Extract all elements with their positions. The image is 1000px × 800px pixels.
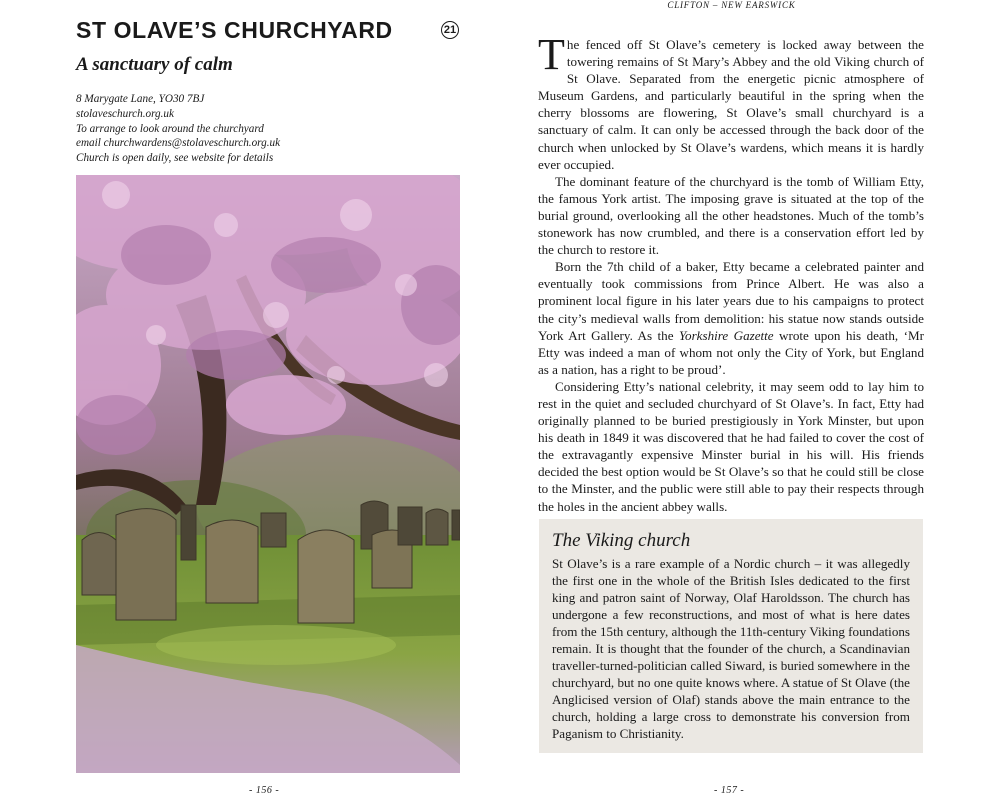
page-number-right: - 157 - (714, 785, 745, 796)
paragraph-4: Considering Etty’s national celebrity, it may seem odd to lay him to rest in the quiet and secluded churchyard of St Olave’s. In fact, Etty had originally planned to be buried prestigiously in York Minster, but upon his death in 1849 it was discovered that he had failed to cover the cost of the extravagantly expensive Minster burial in his will. His friends decided the best option would be St Olave’s so that he could still be close to the Minster, and the public were still able to pay their respects through the holes in the ancient abbey walls. (538, 378, 924, 514)
website-line[interactable]: stolaveschurch.org.uk (76, 107, 174, 120)
running-head: CLIFTON – NEW EARSWICK (667, 0, 796, 10)
newspaper-title: Yorkshire Gazette (678, 327, 774, 343)
paragraph-3-part2: wrote upon his death, ‘Mr Etty was indeed a man of whom not only the City of York, but England as a nation, has a right to be proud’. (538, 327, 924, 377)
entry-number-badge: 21 (441, 21, 459, 39)
paragraph-1-text: he fenced off St Olave’s cemetery is locked away between the towering remains of St Mary’s Abbey and the old Viking church of St Olave. Separated from the energetic picnic atmosphere of Museum Gardens, and particularly beautiful in the spring when the cherry blossoms are flowering, St Olave’s small churchyard is a sanctuary of calm. It can only be accessed through the back door of the church when unlocked by St Olave’s wardens, which means it is hardly ever occupied. (538, 37, 924, 172)
email-line[interactable]: email churchwardens@stolaveschurch.org.uk (76, 137, 281, 150)
sidebar-text: St Olave’s is a rare example of a Nordic church – it was allegedly the first one in the whole of the British Isles dedicated to the first king and patron saint of Norway, Olaf Haroldsson. The church has undergone a few reconstructions, and most of what is here dates from the 15th century, although the 11th-century Viking foundations remain. It is thought that the founder of the church, a Scandinavian traveller-turned-politician called Siward, is buried somewhere in the churchyard, but no one quite knows where. A statue of St Olave (the Anglicised version of Olaf) stands above the main entrance to the church, holding a large cross to demonstrate his conversion from Paganism to Christianity. (552, 556, 911, 741)
paragraph-3-part1: Born the 7th child of a baker, Etty became a celebrated painter and eventually took commissions from Prince Albert. He was also a prominent local figure in his later years due to his campaigns to protect the city’s medieval walls from demolition: his statue now stands outside York Art Gallery. As the (538, 259, 924, 343)
page-subtitle: A sanctuary of calm (76, 54, 233, 75)
main-article (538, 30, 924, 515)
opening-hours-line: Church is open daily, see website for details (76, 152, 274, 165)
drop-cap: T (538, 30, 565, 79)
page-title: ST OLAVE’S CHURCHYARD (76, 17, 393, 43)
sidebar-heading: The Viking church (552, 530, 691, 551)
page-number-left: - 156 - (249, 785, 280, 796)
paragraph-3 (538, 258, 924, 378)
paragraph-1 (538, 30, 924, 173)
address-line: 8 Marygate Lane, YO30 7BJ (76, 93, 205, 105)
churchyard-photo (76, 175, 460, 773)
venue-info (76, 92, 280, 166)
sidebar-box (539, 519, 923, 753)
paragraph-2: The dominant feature of the churchyard is the tomb of William Etty, the famous York artist. The imposing grave is situated at the top of the burial ground, overlooking all the other headstones. Much of the tomb’s stonework has now crumbled, and there is a conservation effort led by the church to restore it. (538, 173, 924, 258)
visit-note-line: To arrange to look around the churchyard (76, 122, 264, 135)
